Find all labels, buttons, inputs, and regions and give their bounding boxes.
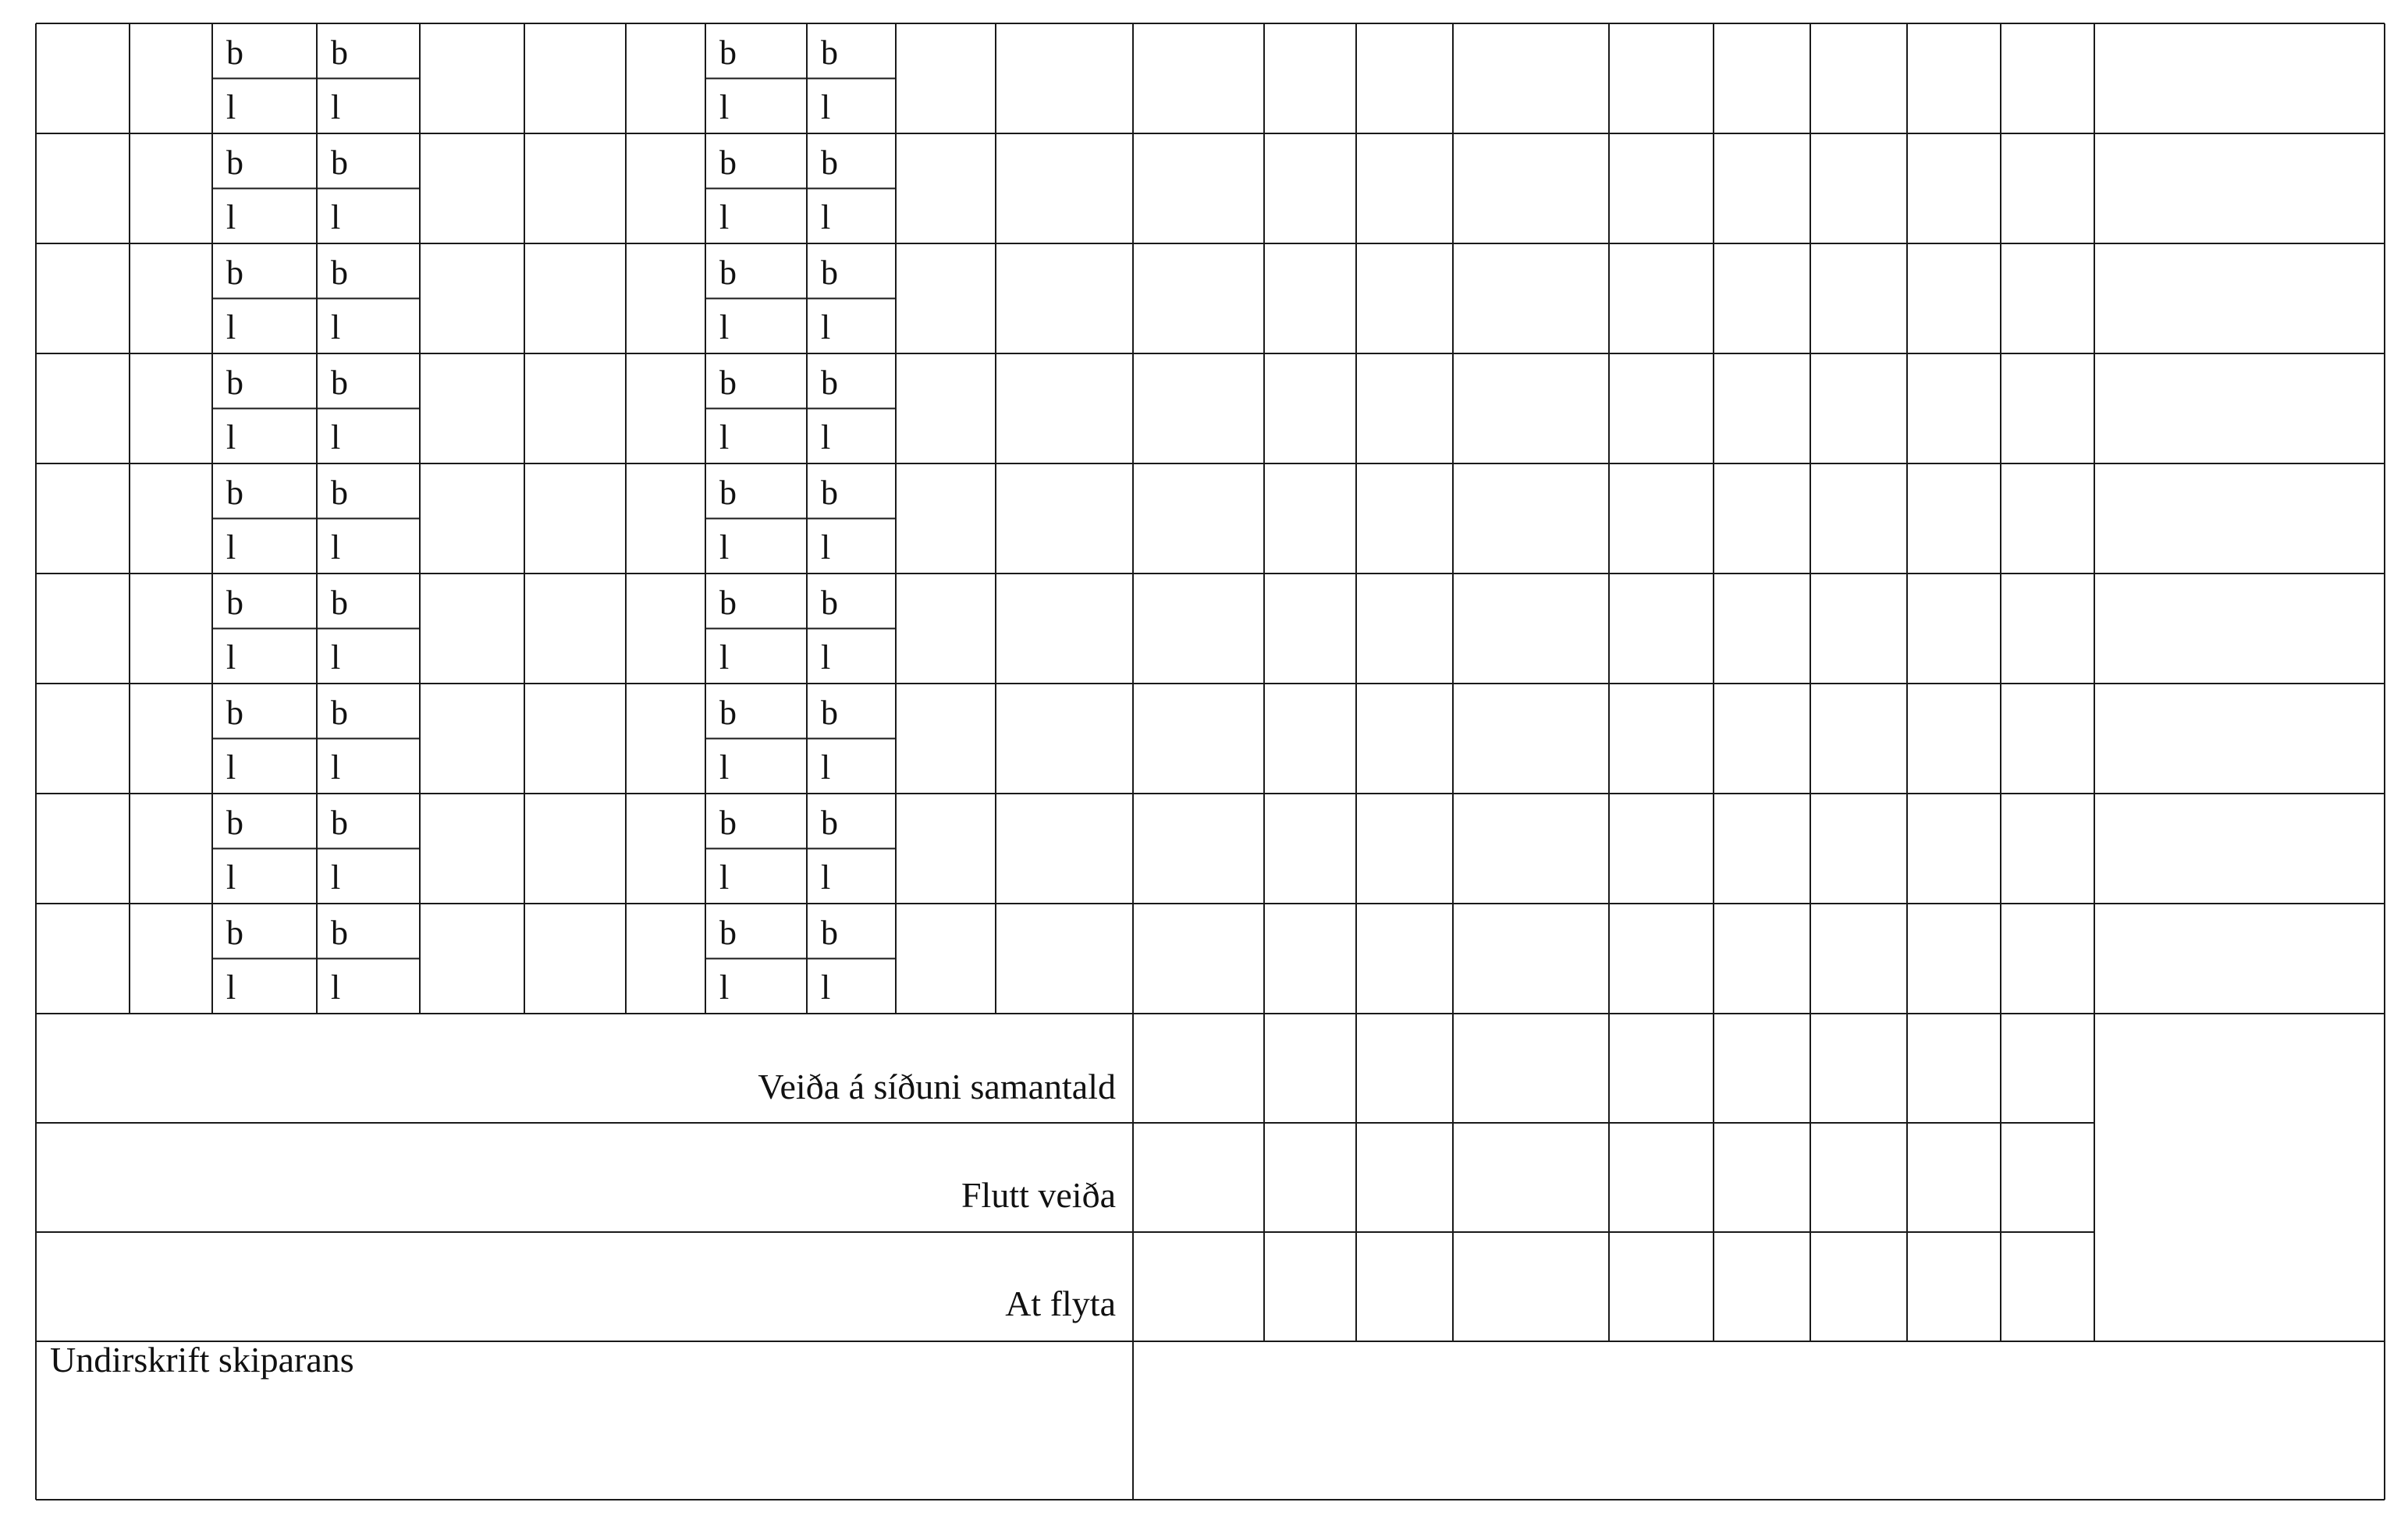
table-cell[interactable]	[705, 904, 807, 1014]
carried-catch-label: Flutt veiða	[961, 1175, 1116, 1215]
table-cell[interactable]	[212, 574, 317, 684]
table-cell[interactable]	[626, 904, 705, 1014]
total-value-cell[interactable]	[1907, 1123, 2001, 1232]
total-value-cell[interactable]	[1356, 1232, 1453, 1341]
table-row	[36, 904, 2385, 1014]
table-cell[interactable]	[896, 133, 996, 243]
total-value-cell[interactable]	[1264, 1232, 1356, 1341]
total-value-cell[interactable]	[1453, 1014, 1609, 1123]
table-cell[interactable]	[807, 23, 896, 133]
table-cell[interactable]	[1356, 133, 1453, 243]
table-cell[interactable]	[420, 23, 524, 133]
table-cell[interactable]	[705, 684, 807, 794]
table-cell[interactable]	[1133, 463, 1264, 574]
table-row	[36, 684, 2385, 794]
table-cell[interactable]	[1714, 463, 1810, 574]
table-cell[interactable]	[2094, 463, 2385, 574]
table-cell[interactable]	[1609, 243, 1714, 353]
table-cell[interactable]	[1810, 574, 1907, 684]
table-cell[interactable]	[1453, 684, 1609, 794]
table-cell[interactable]	[996, 243, 1133, 353]
table-cell[interactable]	[2094, 353, 2385, 463]
table-cell[interactable]	[896, 243, 996, 353]
table-cell[interactable]	[626, 243, 705, 353]
table-cell[interactable]	[317, 23, 420, 133]
table-cell[interactable]	[896, 353, 996, 463]
table-cell[interactable]	[130, 353, 212, 463]
table-cell[interactable]	[1133, 353, 1264, 463]
table-cell[interactable]	[1714, 684, 1810, 794]
table-cell[interactable]	[130, 904, 212, 1014]
table-cell[interactable]	[626, 133, 705, 243]
table-cell[interactable]	[1133, 684, 1264, 794]
table-cell[interactable]	[130, 463, 212, 574]
table-cell[interactable]	[212, 23, 317, 133]
table-cell[interactable]	[212, 353, 317, 463]
table-cell[interactable]	[317, 904, 420, 1014]
table-cell[interactable]	[36, 353, 130, 463]
table-cell[interactable]	[1133, 23, 1264, 133]
table-cell[interactable]	[420, 463, 524, 574]
total-value-cell[interactable]	[1453, 1123, 1609, 1232]
table-cell[interactable]	[36, 904, 130, 1014]
table-cell[interactable]	[1264, 353, 1356, 463]
table-cell[interactable]	[2094, 794, 2385, 904]
table-cell[interactable]	[36, 133, 130, 243]
table-cell[interactable]	[212, 133, 317, 243]
table-cell[interactable]	[36, 243, 130, 353]
table-cell[interactable]	[524, 353, 626, 463]
table-cell[interactable]	[420, 684, 524, 794]
table-cell[interactable]	[1264, 684, 1356, 794]
table-cell[interactable]	[807, 133, 896, 243]
table-cell[interactable]	[36, 463, 130, 574]
table-cell[interactable]	[1907, 23, 2001, 133]
table-cell[interactable]	[317, 353, 420, 463]
table-cell[interactable]	[524, 794, 626, 904]
table-cell[interactable]	[705, 133, 807, 243]
table-cell[interactable]	[1264, 904, 1356, 1014]
captain-signature-field[interactable]	[36, 1341, 1133, 1500]
table-cell[interactable]	[1609, 353, 1714, 463]
table-cell[interactable]	[420, 574, 524, 684]
total-value-cell[interactable]	[1609, 1232, 1714, 1341]
table-cell[interactable]	[1609, 574, 1714, 684]
table-cell[interactable]	[524, 684, 626, 794]
table-cell[interactable]	[1453, 794, 1609, 904]
total-value-cell[interactable]	[1609, 1123, 1714, 1232]
table-cell[interactable]	[1453, 904, 1609, 1014]
table-cell[interactable]	[1907, 574, 2001, 684]
table-cell[interactable]	[1609, 904, 1714, 1014]
table-cell[interactable]	[626, 684, 705, 794]
table-cell[interactable]	[896, 904, 996, 1014]
table-cell[interactable]	[420, 133, 524, 243]
table-cell[interactable]	[1133, 133, 1264, 243]
table-cell[interactable]	[212, 684, 317, 794]
table-cell[interactable]	[626, 463, 705, 574]
table-cell[interactable]	[996, 23, 1133, 133]
table-cell[interactable]	[807, 904, 896, 1014]
table-row	[36, 133, 2385, 243]
table-cell[interactable]	[212, 904, 317, 1014]
table-cell[interactable]	[1356, 353, 1453, 463]
table-cell[interactable]	[2001, 684, 2094, 794]
table-cell[interactable]	[1907, 794, 2001, 904]
table-cell[interactable]	[1810, 133, 1907, 243]
table-row	[36, 353, 2385, 463]
table-cell[interactable]	[212, 243, 317, 353]
table-cell[interactable]	[1714, 243, 1810, 353]
table-cell[interactable]	[626, 353, 705, 463]
signature-right-field[interactable]	[1133, 1341, 2385, 1500]
table-cell[interactable]	[317, 574, 420, 684]
table-cell[interactable]	[1810, 794, 1907, 904]
table-cell[interactable]	[1453, 23, 1609, 133]
table-cell[interactable]	[1356, 574, 1453, 684]
table-cell[interactable]	[807, 684, 896, 794]
table-cell[interactable]	[2001, 353, 2094, 463]
total-value-cell[interactable]	[2001, 1232, 2094, 1341]
table-cell[interactable]	[1264, 23, 1356, 133]
page-total-label: Veiða á síðuni samantald	[758, 1067, 1116, 1106]
table-cell[interactable]	[1133, 904, 1264, 1014]
table-cell[interactable]	[524, 243, 626, 353]
table-cell[interactable]	[1609, 23, 1714, 133]
table-cell[interactable]	[1907, 243, 2001, 353]
table-cell[interactable]	[1609, 684, 1714, 794]
table-cell[interactable]	[1356, 794, 1453, 904]
table-cell[interactable]	[996, 133, 1133, 243]
total-value-cell[interactable]	[1714, 1014, 1810, 1123]
table-cell[interactable]	[2094, 243, 2385, 353]
table-cell[interactable]	[807, 574, 896, 684]
total-value-cell[interactable]	[1356, 1014, 1453, 1123]
table-cell[interactable]	[2094, 904, 2385, 1014]
table-cell[interactable]	[1907, 353, 2001, 463]
table-cell[interactable]	[1907, 463, 2001, 574]
table-cell[interactable]	[996, 904, 1133, 1014]
table-cell[interactable]	[524, 574, 626, 684]
table-cell[interactable]	[1907, 684, 2001, 794]
table-cell[interactable]	[2001, 463, 2094, 574]
table-cell[interactable]	[1264, 794, 1356, 904]
table-cell[interactable]	[1714, 904, 1810, 1014]
table-row	[36, 243, 2385, 353]
table-cell[interactable]	[1810, 684, 1907, 794]
table-cell[interactable]	[1356, 23, 1453, 133]
table-cell[interactable]	[2001, 574, 2094, 684]
table-cell[interactable]	[2001, 904, 2094, 1014]
table-cell[interactable]	[1453, 463, 1609, 574]
table-cell[interactable]	[1453, 574, 1609, 684]
table-cell[interactable]	[896, 794, 996, 904]
table-cell[interactable]	[317, 133, 420, 243]
table-cell[interactable]	[626, 23, 705, 133]
table-cell[interactable]	[2094, 684, 2385, 794]
table-cell[interactable]	[996, 794, 1133, 904]
table-cell[interactable]	[1609, 133, 1714, 243]
table-cell[interactable]	[317, 463, 420, 574]
table-cell[interactable]	[317, 684, 420, 794]
table-cell[interactable]	[130, 133, 212, 243]
table-cell[interactable]	[1356, 463, 1453, 574]
total-value-cell[interactable]	[1133, 1232, 1264, 1341]
table-cell[interactable]	[705, 23, 807, 133]
table-cell[interactable]	[626, 794, 705, 904]
table-cell[interactable]	[1356, 904, 1453, 1014]
table-cell[interactable]	[705, 574, 807, 684]
table-cell[interactable]	[36, 794, 130, 904]
table-cell[interactable]	[36, 684, 130, 794]
table-cell[interactable]	[420, 243, 524, 353]
table-cell[interactable]	[1714, 353, 1810, 463]
table-cell[interactable]	[130, 794, 212, 904]
table-cell[interactable]	[1356, 243, 1453, 353]
table-cell[interactable]	[996, 463, 1133, 574]
table-cell[interactable]	[1714, 574, 1810, 684]
table-cell[interactable]	[705, 794, 807, 904]
table-cell[interactable]	[807, 794, 896, 904]
table-cell[interactable]	[1264, 243, 1356, 353]
table-cell[interactable]	[1264, 574, 1356, 684]
table-cell[interactable]	[807, 463, 896, 574]
total-value-cell[interactable]	[1264, 1014, 1356, 1123]
table-cell[interactable]	[626, 574, 705, 684]
table-cell[interactable]	[996, 684, 1133, 794]
table-cell[interactable]	[1264, 133, 1356, 243]
table-cell[interactable]	[1714, 133, 1810, 243]
total-value-cell[interactable]	[1609, 1014, 1714, 1123]
total-value-cell[interactable]	[1264, 1123, 1356, 1232]
table-cell[interactable]	[1453, 133, 1609, 243]
table-row	[36, 574, 2385, 684]
table-cell[interactable]	[1133, 794, 1264, 904]
table-row	[36, 23, 2385, 133]
table-cell[interactable]	[1453, 353, 1609, 463]
table-cell[interactable]	[807, 243, 896, 353]
total-value-cell[interactable]	[1356, 1123, 1453, 1232]
total-value-cell[interactable]	[1907, 1014, 2001, 1123]
table-cell[interactable]	[1609, 794, 1714, 904]
table-cell[interactable]	[2001, 23, 2094, 133]
table-cell[interactable]	[896, 684, 996, 794]
table-cell[interactable]	[996, 574, 1133, 684]
table-cell[interactable]	[1810, 23, 1907, 133]
table-row	[36, 463, 2385, 574]
table-cell[interactable]	[130, 23, 212, 133]
table-cell[interactable]	[896, 23, 996, 133]
table-cell[interactable]	[1810, 904, 1907, 1014]
table-cell[interactable]	[1810, 353, 1907, 463]
table-cell[interactable]	[1453, 243, 1609, 353]
total-value-cell[interactable]	[1453, 1232, 1609, 1341]
table-cell[interactable]	[317, 243, 420, 353]
total-value-cell[interactable]	[1810, 1123, 1907, 1232]
table-cell[interactable]	[1810, 243, 1907, 353]
table-cell[interactable]	[996, 353, 1133, 463]
table-cell[interactable]	[1907, 904, 2001, 1014]
table-cell[interactable]	[420, 794, 524, 904]
to-carry-label: At flyta	[1005, 1284, 1116, 1323]
total-value-cell[interactable]	[1133, 1014, 1264, 1123]
table-cell[interactable]	[130, 684, 212, 794]
table-cell[interactable]	[705, 353, 807, 463]
table-cell[interactable]	[524, 904, 626, 1014]
total-value-cell[interactable]	[1133, 1123, 1264, 1232]
table-cell[interactable]	[524, 463, 626, 574]
total-value-cell[interactable]	[1907, 1232, 2001, 1341]
table-cell[interactable]	[36, 23, 130, 133]
table-cell[interactable]	[524, 133, 626, 243]
table-cell[interactable]	[1810, 463, 1907, 574]
table-cell[interactable]	[896, 463, 996, 574]
table-cell[interactable]	[1264, 463, 1356, 574]
total-value-cell[interactable]	[1810, 1232, 1907, 1341]
total-value-cell[interactable]	[2001, 1123, 2094, 1232]
table-cell[interactable]	[317, 794, 420, 904]
table-cell[interactable]	[130, 574, 212, 684]
table-cell[interactable]	[212, 794, 317, 904]
total-value-cell[interactable]	[2001, 1014, 2094, 1123]
table-cell[interactable]	[1133, 243, 1264, 353]
table-cell[interactable]	[2001, 794, 2094, 904]
table-cell[interactable]	[1907, 133, 2001, 243]
table-cell[interactable]	[1714, 794, 1810, 904]
total-value-cell[interactable]	[1714, 1123, 1810, 1232]
table-cell[interactable]	[2001, 243, 2094, 353]
table-cell[interactable]	[1714, 23, 1810, 133]
table-cell[interactable]	[705, 463, 807, 574]
table-cell[interactable]	[1356, 684, 1453, 794]
table-cell[interactable]	[130, 243, 212, 353]
table-cell[interactable]	[2094, 23, 2385, 133]
table-cell[interactable]	[36, 574, 130, 684]
catch-rows	[36, 23, 2385, 1341]
table-cell[interactable]	[420, 353, 524, 463]
table-cell[interactable]	[420, 904, 524, 1014]
table-cell[interactable]	[2094, 133, 2385, 243]
table-row	[36, 794, 2385, 904]
table-cell[interactable]	[807, 353, 896, 463]
table-cell[interactable]	[2001, 133, 2094, 243]
table-cell[interactable]	[2094, 574, 2385, 684]
total-value-cell[interactable]	[1810, 1014, 1907, 1123]
table-cell[interactable]	[524, 23, 626, 133]
table-cell[interactable]	[1133, 574, 1264, 684]
table-cell[interactable]	[705, 243, 807, 353]
table-cell[interactable]	[896, 574, 996, 684]
total-value-cell[interactable]	[1714, 1232, 1810, 1341]
table-cell[interactable]	[1609, 463, 1714, 574]
table-cell[interactable]	[212, 463, 317, 574]
